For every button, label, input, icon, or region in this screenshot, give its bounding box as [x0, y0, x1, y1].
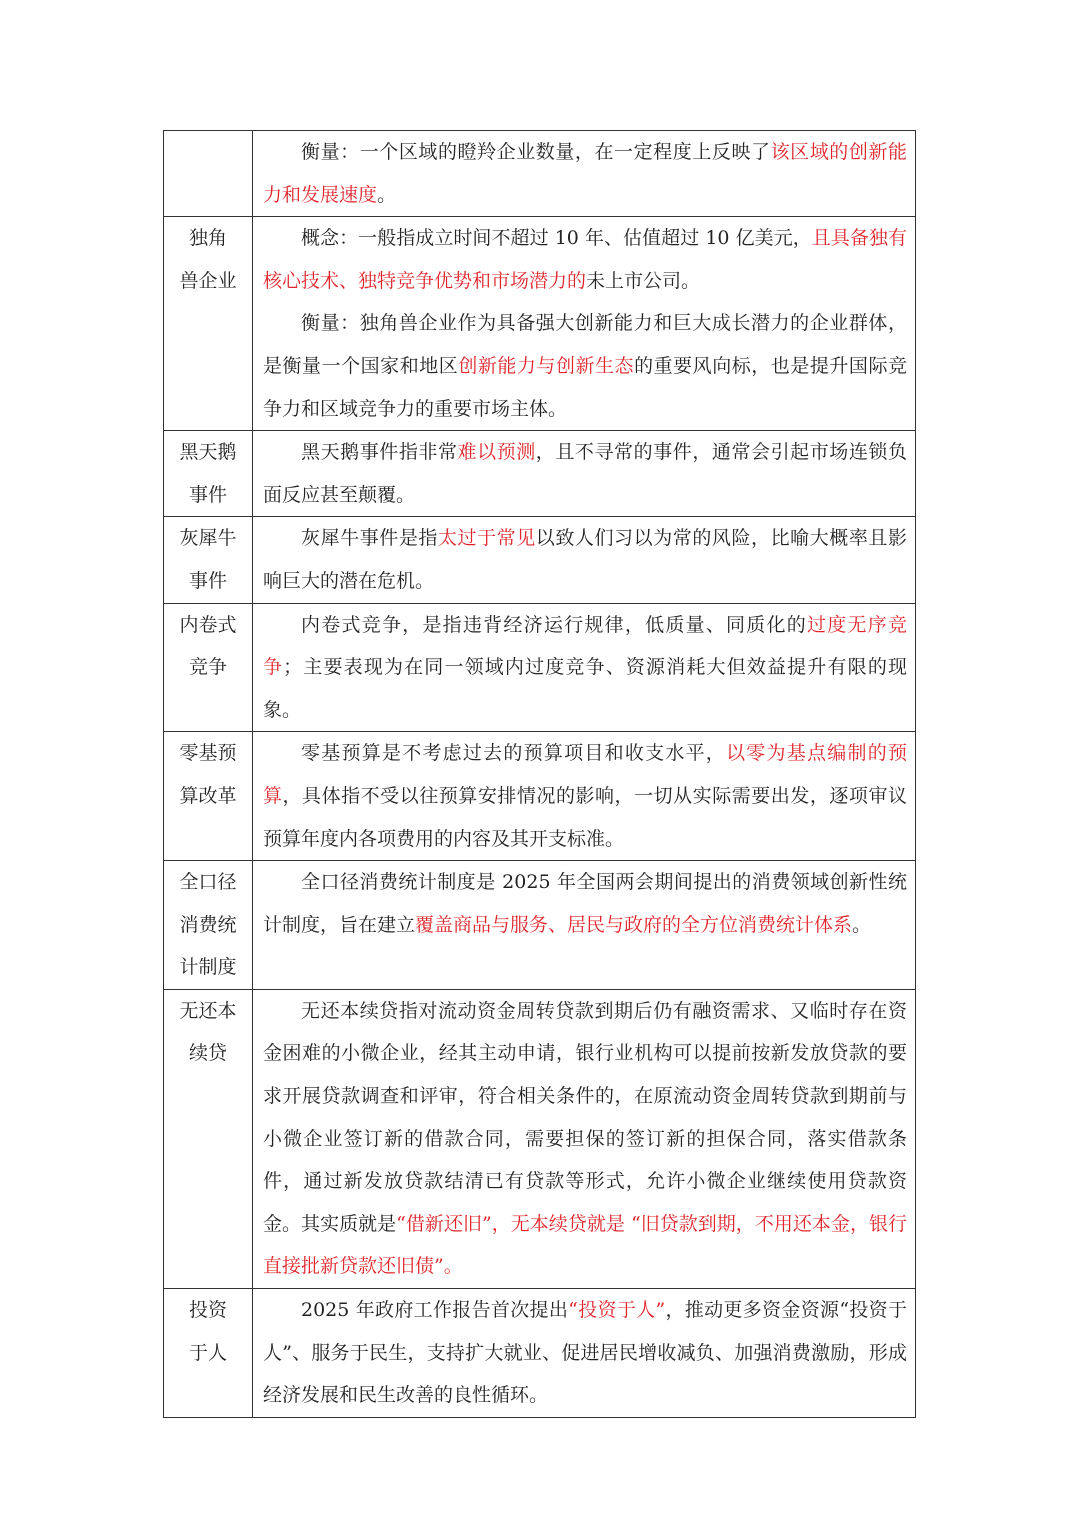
table-row	[164, 217, 916, 431]
table-row	[164, 131, 916, 217]
highlight-text: 覆盖商品与服务、居民与政府的全方位消费统计体系	[415, 913, 853, 936]
highlight-text: 且具备独有核心技术、独特竞争优势和市场潜力的	[263, 227, 907, 292]
term-cell	[164, 732, 253, 861]
term-line: 黑天鹅	[179, 441, 237, 464]
term-cell	[164, 989, 253, 1288]
definition-cell	[253, 431, 916, 517]
definition-cell	[253, 989, 916, 1288]
term-line: 兽企业	[179, 269, 237, 292]
highlight-text: 创新能力与创新生态	[458, 354, 635, 377]
term-line: 续贷	[188, 1042, 227, 1065]
body-text: 。	[852, 913, 872, 936]
definition-cell	[253, 217, 916, 431]
definition-paragraph	[263, 732, 907, 860]
term-line: 独角	[188, 227, 227, 250]
definition-paragraph	[263, 431, 907, 516]
term-line: 灰犀牛	[179, 527, 237, 550]
term-line: 投资	[188, 1299, 227, 1322]
highlight-text: 过度无序竞争	[263, 613, 907, 679]
table-row	[164, 603, 916, 732]
table-row	[164, 989, 916, 1288]
definition-cell	[253, 1289, 916, 1418]
definition-paragraph	[263, 990, 907, 1288]
definition-cell	[253, 732, 916, 861]
term-line: 事件	[188, 569, 227, 592]
body-text: 的重要风向标，也是提升国际竞争力和区域竞争力的重要市场主体。	[263, 354, 907, 420]
table-row	[164, 861, 916, 990]
body-text: 无还本续贷指对流动资金周转贷款到期后仍有融资需求、又临时存在资金困难的小微企业，经其主动申请，银行业机构可以提前按新发放贷款的要求开展贷款调查和评审，符合相关条件的，在原流动资金周转贷款到期前与小微企业签订新的借款合同，需要担保的签订新的担保合同，落实借款条件，通过新发放贷款结清已有贷款等形式，允许小微企业继续使用贷款资金。其实质就是	[263, 999, 907, 1235]
term-cell	[164, 431, 253, 517]
highlight-text: 以零为基点编制的预算	[263, 742, 907, 807]
definition-cell	[253, 603, 916, 732]
term-line: 于人	[188, 1341, 227, 1364]
definition-paragraph	[263, 1289, 907, 1417]
body-text: 衡量：独角兽企业作为具备强大创新能力和巨大成长潜力的企业群体，是衡量一个国家和地区	[263, 312, 907, 377]
definition-paragraph	[263, 131, 907, 216]
highlight-text: “投资于人”	[568, 1299, 666, 1322]
highlight-text: 该区域的创新能力和发展速度	[263, 141, 907, 206]
glossary-table	[163, 130, 916, 1418]
term-cell	[164, 217, 253, 431]
highlight-text: 难以预测	[457, 441, 536, 464]
body-text: ，且不寻常的事件，通常会引起市场连锁负面反应甚至颠覆。	[263, 441, 907, 506]
definition-paragraph	[263, 302, 907, 430]
glossary-body	[164, 131, 916, 1418]
term-line: 内卷式	[179, 613, 237, 636]
definition-paragraph	[263, 217, 907, 302]
body-text: 未上市公司。	[586, 269, 701, 292]
body-text: ；主要表现为在同一领域内过度竞争、资源消耗大但效益提升有限的现象。	[263, 656, 907, 721]
table-row	[164, 732, 916, 861]
term-line: 事件	[188, 483, 227, 506]
body-text: 概念：一般指成立时间不超过 10 年、估值超过 10 亿美元，	[301, 227, 812, 250]
term-line: 算改革	[179, 784, 237, 807]
definition-paragraph	[263, 861, 907, 946]
term-line: 无还本	[179, 999, 237, 1022]
definition-cell	[253, 861, 916, 990]
definition-cell	[253, 131, 916, 217]
body-text: 2025 年政府工作报告首次提出	[301, 1299, 569, 1322]
body-text: 以致人们习以为常的风险，比喻大概率且影响巨大的潜在危机。	[263, 527, 907, 592]
body-text: 内卷式竞争，是指违背经济运行规律，低质量、同质化的	[301, 613, 808, 636]
table-row	[164, 1289, 916, 1418]
definition-paragraph	[263, 517, 907, 602]
term-line: 计制度	[179, 956, 237, 979]
body-text: 衡量：一个区域的瞪羚企业数量，在一定程度上反映了	[301, 141, 771, 163]
highlight-text: 太过于常见	[437, 527, 536, 550]
term-cell	[164, 603, 253, 732]
body-text: 全口径消费统计制度是 2025 年全国两会期间提出的消费领域创新性统计制度，旨在建立	[263, 871, 907, 936]
body-text: 。	[377, 183, 397, 206]
table-row	[164, 431, 916, 517]
definition-paragraph	[263, 604, 907, 732]
term-cell	[164, 517, 253, 603]
definition-cell	[253, 517, 916, 603]
table-row	[164, 517, 916, 603]
highlight-text: “借新还旧”，无本续贷就是 “旧贷款到期，不用还本金，银行直接批新贷款还旧债”。	[263, 1212, 907, 1278]
term-cell	[164, 131, 253, 217]
body-text: 黑天鹅事件指非常	[301, 441, 458, 464]
body-text: 灰犀牛事件是指	[301, 527, 438, 550]
term-cell	[164, 1289, 253, 1418]
body-text: 零基预算是不考虑过去的预算项目和收支水平，	[301, 742, 727, 765]
term-line: 消费统	[179, 913, 237, 936]
body-text: ，具体指不受以往预算安排情况的影响，一切从实际需要出发，逐项审议预算年度内各项费用的内容及其开支标准。	[263, 784, 907, 850]
term-cell	[164, 861, 253, 990]
term-line: 全口径	[179, 871, 237, 894]
term-line: 竞争	[188, 656, 227, 679]
term-line: 零基预	[179, 742, 237, 765]
body-text: ，推动更多资金资源“投资于人”、服务于民生，支持扩大就业、促进居民增收减负、加强消费激励，形成经济发展和民生改善的良性循环。	[263, 1299, 907, 1407]
